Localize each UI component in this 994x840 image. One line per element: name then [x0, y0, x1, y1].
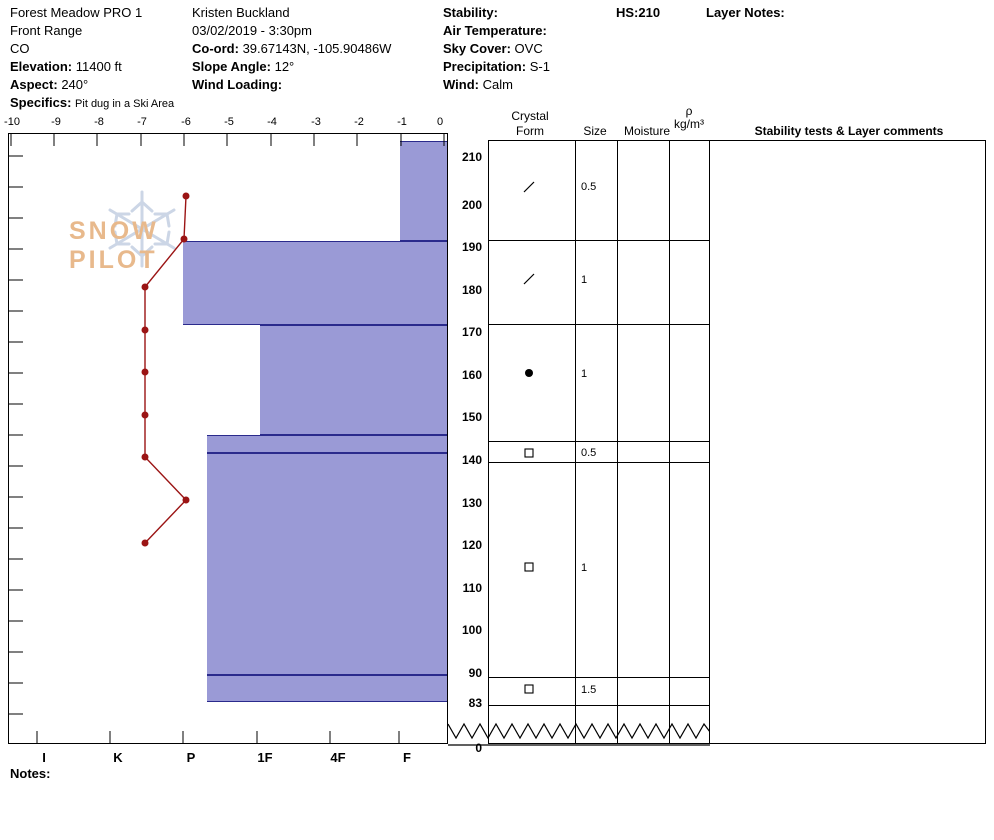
- grain-size-value: 1: [581, 562, 588, 574]
- sky-cover-value: OVC: [514, 41, 543, 56]
- depth-tick-150: 150: [461, 410, 482, 424]
- temp-tick--10: -10: [4, 116, 20, 128]
- depth-tick-0: 0: [475, 741, 482, 755]
- hardness-axis-labels: [8, 750, 448, 770]
- coordinates-row: [192, 40, 442, 58]
- hardness-tick-4f: 4F: [330, 750, 346, 765]
- slope-angle-label: Slope Angle:: [192, 59, 271, 74]
- hardness-tick-f: F: [403, 750, 411, 765]
- form-header: Form: [516, 124, 544, 138]
- temp-tick--8: -8: [94, 116, 104, 128]
- header-column-layer-notes: [706, 4, 986, 22]
- air-temperature-row: [443, 22, 613, 40]
- rounded-grains-icon: [521, 365, 537, 384]
- table-row: [489, 678, 709, 706]
- temperature-profile-line: [142, 193, 190, 547]
- density-units-header: kg/m³: [674, 117, 704, 131]
- region-name: Front Range: [10, 23, 83, 38]
- hs-value: 210: [638, 5, 661, 20]
- temp-tick--3: -3: [311, 116, 321, 128]
- temperature-axis-labels: [0, 116, 450, 132]
- temp-tick--9: -9: [51, 116, 61, 128]
- watermark-text: SNOW PILOT: [69, 217, 159, 274]
- grain-size-value: 1.5: [581, 684, 597, 696]
- table-row: [489, 141, 709, 241]
- depth-tick-90: 90: [468, 666, 482, 680]
- grain-size-value: 0.5: [581, 181, 597, 193]
- elevation-row: [10, 58, 190, 76]
- depth-tick-170: 170: [461, 325, 482, 339]
- size-header: Size: [583, 124, 607, 138]
- stability-row: [443, 4, 613, 22]
- notes-label: Notes:: [10, 766, 51, 781]
- profile-break-zigzag: [448, 718, 710, 746]
- wind-loading-label: Wind Loading:: [192, 77, 283, 92]
- specifics-label: Specifics:: [10, 95, 72, 110]
- depth-tick-210: 210: [461, 150, 482, 164]
- precipitation-label: Precipitation:: [443, 59, 527, 74]
- grain-size-value: 1: [581, 368, 588, 380]
- depth-tick-83: 83: [468, 696, 482, 710]
- header-column-observer: [192, 4, 442, 94]
- grain-size-value: 1: [581, 274, 588, 286]
- elevation-label: Elevation:: [10, 59, 73, 74]
- wind-value: Calm: [482, 77, 513, 92]
- temp-tick--5: -5: [224, 116, 234, 128]
- grain-size-value: 0.5: [581, 447, 597, 459]
- aspect-value: 240°: [61, 77, 89, 92]
- specifics-value: Pit dug in a Ski Area: [75, 98, 175, 110]
- pit-header: [0, 0, 994, 112]
- depth-tick-200: 200: [461, 198, 482, 212]
- observation-datetime: 03/02/2019 - 3:30pm: [192, 23, 312, 38]
- depth-tick-190: 190: [461, 240, 482, 254]
- table-row: [489, 463, 709, 678]
- hardness-tick-k: K: [113, 750, 123, 765]
- precipitation-particles-icon: [521, 271, 537, 290]
- table-row: [489, 325, 709, 442]
- table-row: [489, 241, 709, 325]
- precipitation-row: [443, 58, 613, 76]
- depth-tick-160: 160: [461, 368, 482, 382]
- faceted-crystals-icon: [521, 445, 537, 464]
- specifics-row: [10, 94, 190, 113]
- slope-angle-row: [192, 58, 442, 76]
- elevation-value: 11400 ft: [75, 59, 122, 74]
- stability-tests-header: Stability tests & Layer comments: [754, 124, 944, 138]
- faceted-crystals-icon: [521, 559, 537, 578]
- depth-tick-120: 120: [461, 538, 482, 552]
- depth-axis-labels: [448, 133, 484, 758]
- hardness-tick-1f: 1F: [257, 750, 273, 765]
- moisture-header: Moisture: [623, 124, 670, 138]
- depth-tick-140: 140: [461, 453, 482, 467]
- faceted-crystals-icon: [521, 681, 537, 700]
- hs-label: HS:: [616, 5, 639, 20]
- aspect-label: Aspect:: [10, 77, 58, 92]
- coordinates-label: Co-ord:: [192, 41, 239, 56]
- table-row: [489, 442, 709, 463]
- hardness-tick-i: I: [42, 750, 46, 765]
- depth-tick-100: 100: [461, 623, 482, 637]
- wind-label: Wind:: [443, 77, 479, 92]
- slope-angle-value: 12°: [274, 59, 295, 74]
- temp-tick--6: -6: [181, 116, 191, 128]
- snow-profile-plot: [8, 133, 448, 744]
- table-divider-density-comments: [709, 141, 710, 743]
- layer-notes-label: Layer Notes:: [706, 5, 785, 20]
- air-temperature-label: Air Temperature:: [443, 23, 547, 38]
- sky-cover-label: Sky Cover:: [443, 41, 511, 56]
- stability-label: Stability:: [443, 5, 498, 20]
- aspect-row: [10, 76, 190, 94]
- temp-tick--1: -1: [397, 116, 407, 128]
- depth-tick-180: 180: [461, 283, 482, 297]
- hs-row: [616, 4, 706, 22]
- site-name: Forest Meadow PRO 1: [10, 5, 143, 20]
- temp-tick-0: 0: [436, 116, 444, 128]
- temp-tick--7: -7: [137, 116, 147, 128]
- hardness-tick-p: P: [186, 750, 196, 765]
- header-column-location: [10, 4, 190, 113]
- precipitation-particles-icon: [521, 179, 537, 198]
- wind-row: [443, 76, 613, 94]
- wind-loading-row: [192, 76, 442, 94]
- header-column-hs: [616, 4, 706, 22]
- depth-tick-110: 110: [462, 581, 482, 595]
- depth-tick-130: 130: [461, 496, 482, 510]
- header-column-weather: [443, 4, 613, 94]
- sky-cover-row: [443, 40, 613, 58]
- density-symbol-header: ρ: [685, 104, 693, 118]
- state-name: CO: [10, 41, 30, 56]
- crystal-header: Crystal: [511, 109, 549, 123]
- observer-name: Kristen Buckland: [192, 5, 290, 20]
- coordinates-value: 39.67143N, -105.90486W: [242, 41, 392, 56]
- temp-tick--4: -4: [267, 116, 277, 128]
- temp-tick--2: -2: [354, 116, 364, 128]
- precipitation-value: S-1: [529, 59, 550, 74]
- layer-details-table: [488, 140, 986, 744]
- plot-overlay: [9, 134, 447, 743]
